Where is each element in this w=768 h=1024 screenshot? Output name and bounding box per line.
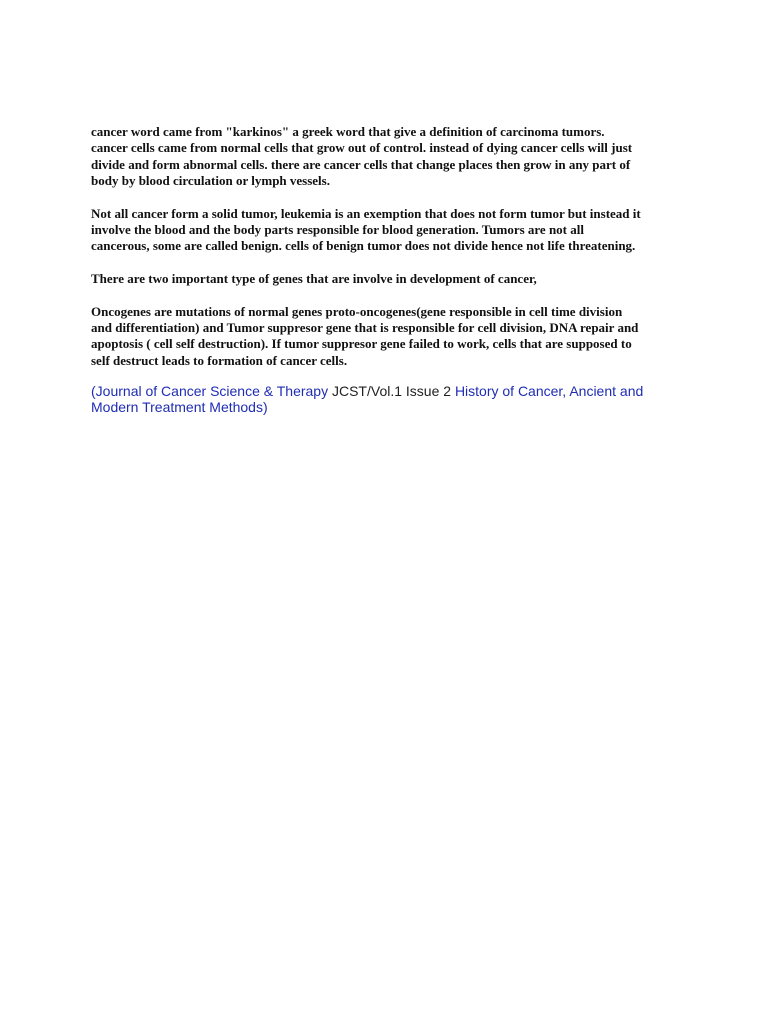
citation xyxy=(91,383,691,416)
article-link-part1[interactable]: History of Cancer, Ancient and xyxy=(454,382,644,399)
citation-open-paren: ( xyxy=(91,382,96,399)
text-line: cancerous, some are called benign. cells of benign tumor does not divide hence not life threatening. xyxy=(91,238,636,254)
document-body xyxy=(91,124,691,416)
paragraph-oncogenes xyxy=(91,304,691,369)
paragraph-solid-tumor xyxy=(91,206,691,255)
paragraph-cancer-origin xyxy=(91,124,691,189)
text-line: cancer word came from "karkinos" a greek word that give a definition of carcinoma tumors. xyxy=(91,124,605,139)
article-link-part2[interactable]: Modern Treatment Methods) xyxy=(91,399,268,416)
text-line: cancer cells came from normal cells that grow out of control. instead of dying cancer cells will just xyxy=(91,140,633,156)
text-line: body by blood circulation or lymph vessels. xyxy=(91,172,330,188)
text-line: Not all cancer form a solid tumor, leukemia is an exemption that does not form tumor but instead it xyxy=(91,205,641,221)
journal-link[interactable]: Journal of Cancer Science & Therapy xyxy=(95,382,329,399)
text-line: apoptosis ( cell self destruction). If tumor suppresor gene failed to work, cells that are supposed to xyxy=(91,336,632,352)
volume-text: JCST/Vol.1 Issue 2 xyxy=(328,382,455,399)
citation-line xyxy=(91,383,691,400)
paragraph-gene-types xyxy=(91,271,691,287)
text-line: There are two important type of genes that are involve in development of cancer, xyxy=(91,271,537,287)
text-line: and differentiation) and Tumor suppresor gene that is responsible for cell division, DNA repair and xyxy=(91,320,639,336)
text-line: self destruct leads to formation of cancer cells. xyxy=(91,352,348,368)
text-line: involve the blood and the body parts responsible for blood generation. Tumors are not all xyxy=(91,221,584,237)
text-line: divide and form abnormal cells. there are cancer cells that change places then grow in any part of xyxy=(91,156,631,172)
text-line: Oncogenes are mutations of normal genes proto-oncogenes(gene responsible in cell time division xyxy=(91,303,623,319)
